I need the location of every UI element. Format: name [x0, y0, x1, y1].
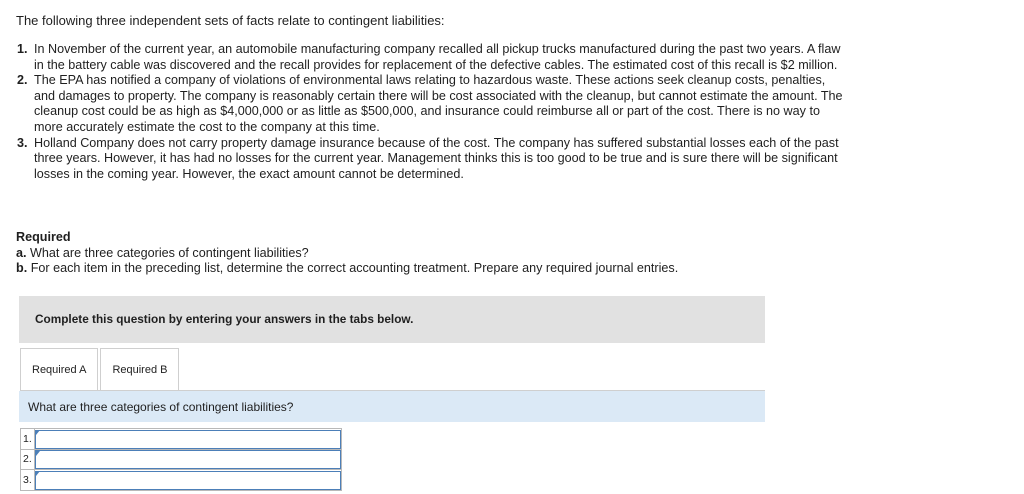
- answer-input-3[interactable]: [35, 471, 341, 490]
- fact-item-1: [17, 42, 847, 73]
- fact-number: 1.: [17, 42, 28, 56]
- fact-item-2: [17, 73, 847, 135]
- answer-index: 3.: [21, 470, 35, 491]
- required-b-text: For each item in the preceding list, determine the correct accounting treatment. Prepare any required journal entries.: [30, 261, 679, 276]
- required-b: [16, 261, 678, 277]
- question-bar: What are three categories of contingent liabilities?: [19, 391, 765, 422]
- tab-required-b[interactable]: Required B: [100, 348, 179, 390]
- answer-table: [20, 428, 342, 491]
- fact-number: 2.: [17, 73, 28, 88]
- required-a-label: a.: [16, 245, 27, 260]
- fact-text: The EPA has notified a company of violations of environmental laws relating to hazardous waste. These actions seek cleanup costs, penalties, and damages to property. The company is reasonably certain there will be cost associated with the cleanup, but cannot estimate the amount. The cleanup cost could be as high as $4,000,000 or as little as $500,000, and insurance could reimburse all or part of the cost. There is no way to more accurately estimate the cost to the company at this time.: [34, 73, 843, 134]
- instruction-banner: Complete this question by entering your answers in the tabs below.: [19, 296, 765, 343]
- answer-row: [21, 449, 342, 470]
- answer-input-2[interactable]: [35, 450, 341, 469]
- fact-text: In November of the current year, an automobile manufacturing company recalled all pickup trucks manufactured during the past two years. A flaw in the battery cable was discovered and the recall provides for replacement of the defective cables. The estimated cost of this recall is $2 million.: [34, 42, 841, 72]
- required-a: [16, 246, 678, 262]
- tab-required-a[interactable]: Required A: [20, 348, 98, 391]
- intro-text: The following three independent sets of facts relate to contingent liabilities:: [16, 13, 445, 28]
- answer-row: [21, 429, 342, 450]
- required-section: [16, 230, 678, 277]
- answer-index: 2.: [21, 449, 35, 470]
- answer-cell: [35, 429, 342, 450]
- answer-index: 1.: [21, 429, 35, 450]
- tab-bar: [20, 348, 181, 391]
- required-b-label: b.: [16, 261, 28, 276]
- required-a-text: What are three categories of contingent liabilities?: [30, 245, 309, 260]
- facts-list: [17, 42, 847, 182]
- fact-number: 3.: [17, 135, 28, 150]
- answer-cell: [35, 449, 342, 470]
- answer-input-1[interactable]: [35, 430, 341, 449]
- required-heading: Required: [16, 230, 71, 244]
- fact-text: Holland Company does not carry property damage insurance because of the cost. The company has suffered substantial losses each of the past three years. However, it has had no losses for the current year. Management thinks this is too good to be true and is sure there will be significant losses in the coming year. However, the exact amount cannot be determined.: [34, 135, 839, 181]
- answer-cell: [35, 470, 342, 491]
- answer-row: [21, 470, 342, 491]
- fact-item-3: [17, 136, 847, 183]
